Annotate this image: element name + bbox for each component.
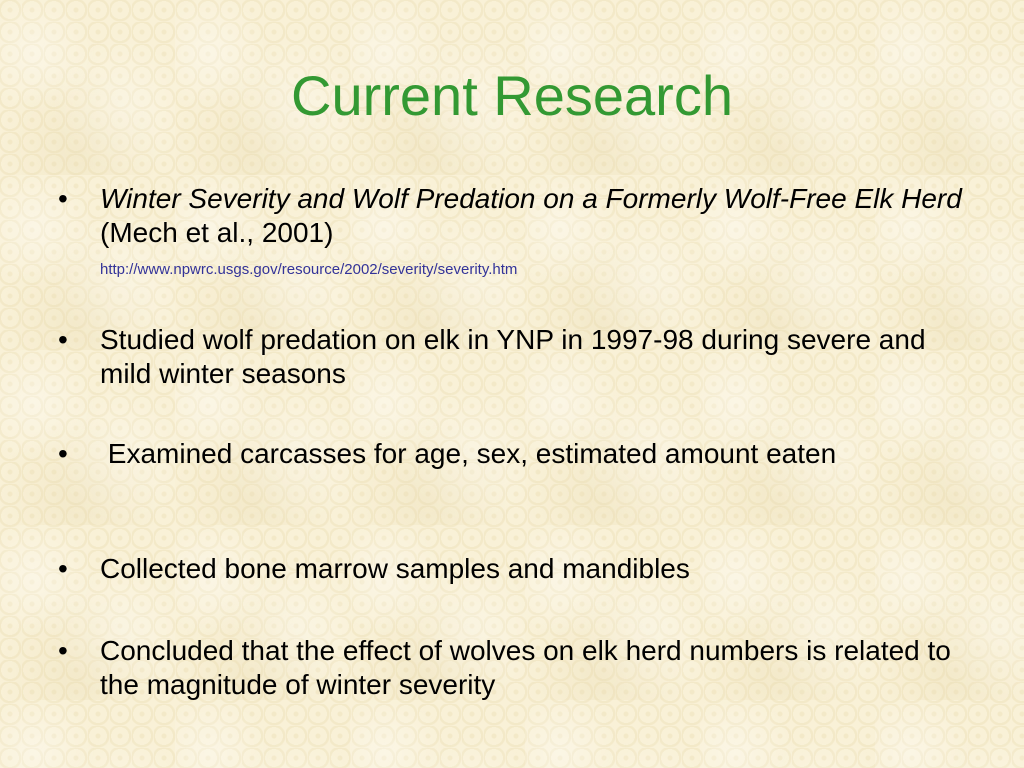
bullet-item-paper <box>58 182 968 250</box>
bullet-text: Examined carcasses for age, sex, estimated amount eaten <box>100 438 837 469</box>
bullet-item-collected <box>58 552 968 586</box>
paper-citation: (Mech et al., 2001) <box>100 217 334 248</box>
bullet-item-studied <box>58 323 968 391</box>
bullet-item-concluded <box>58 634 968 702</box>
bullet-marker: • <box>58 183 68 214</box>
paper-title: Winter Severity and Wolf Predation on a Formerly Wolf-Free Elk Herd <box>100 183 962 214</box>
bullet-marker: • <box>58 438 68 469</box>
bullet-marker: • <box>58 324 68 355</box>
bullet-text: Studied wolf predation on elk in YNP in 1997-98 during severe and mild winter seasons <box>100 324 926 389</box>
bullet-item-examined <box>58 437 968 471</box>
bullet-marker: • <box>58 553 68 584</box>
source-url-link[interactable]: http://www.npwrc.usgs.gov/resource/2002/severity/severity.htm <box>100 261 518 278</box>
bullet-text: Concluded that the effect of wolves on elk herd numbers is related to the magnitude of winter severity <box>100 635 951 700</box>
slide-title: Current Research <box>291 64 733 127</box>
bullet-text: Collected bone marrow samples and mandibles <box>100 553 690 584</box>
bullet-marker: • <box>58 635 68 666</box>
bullet-text <box>100 182 968 250</box>
